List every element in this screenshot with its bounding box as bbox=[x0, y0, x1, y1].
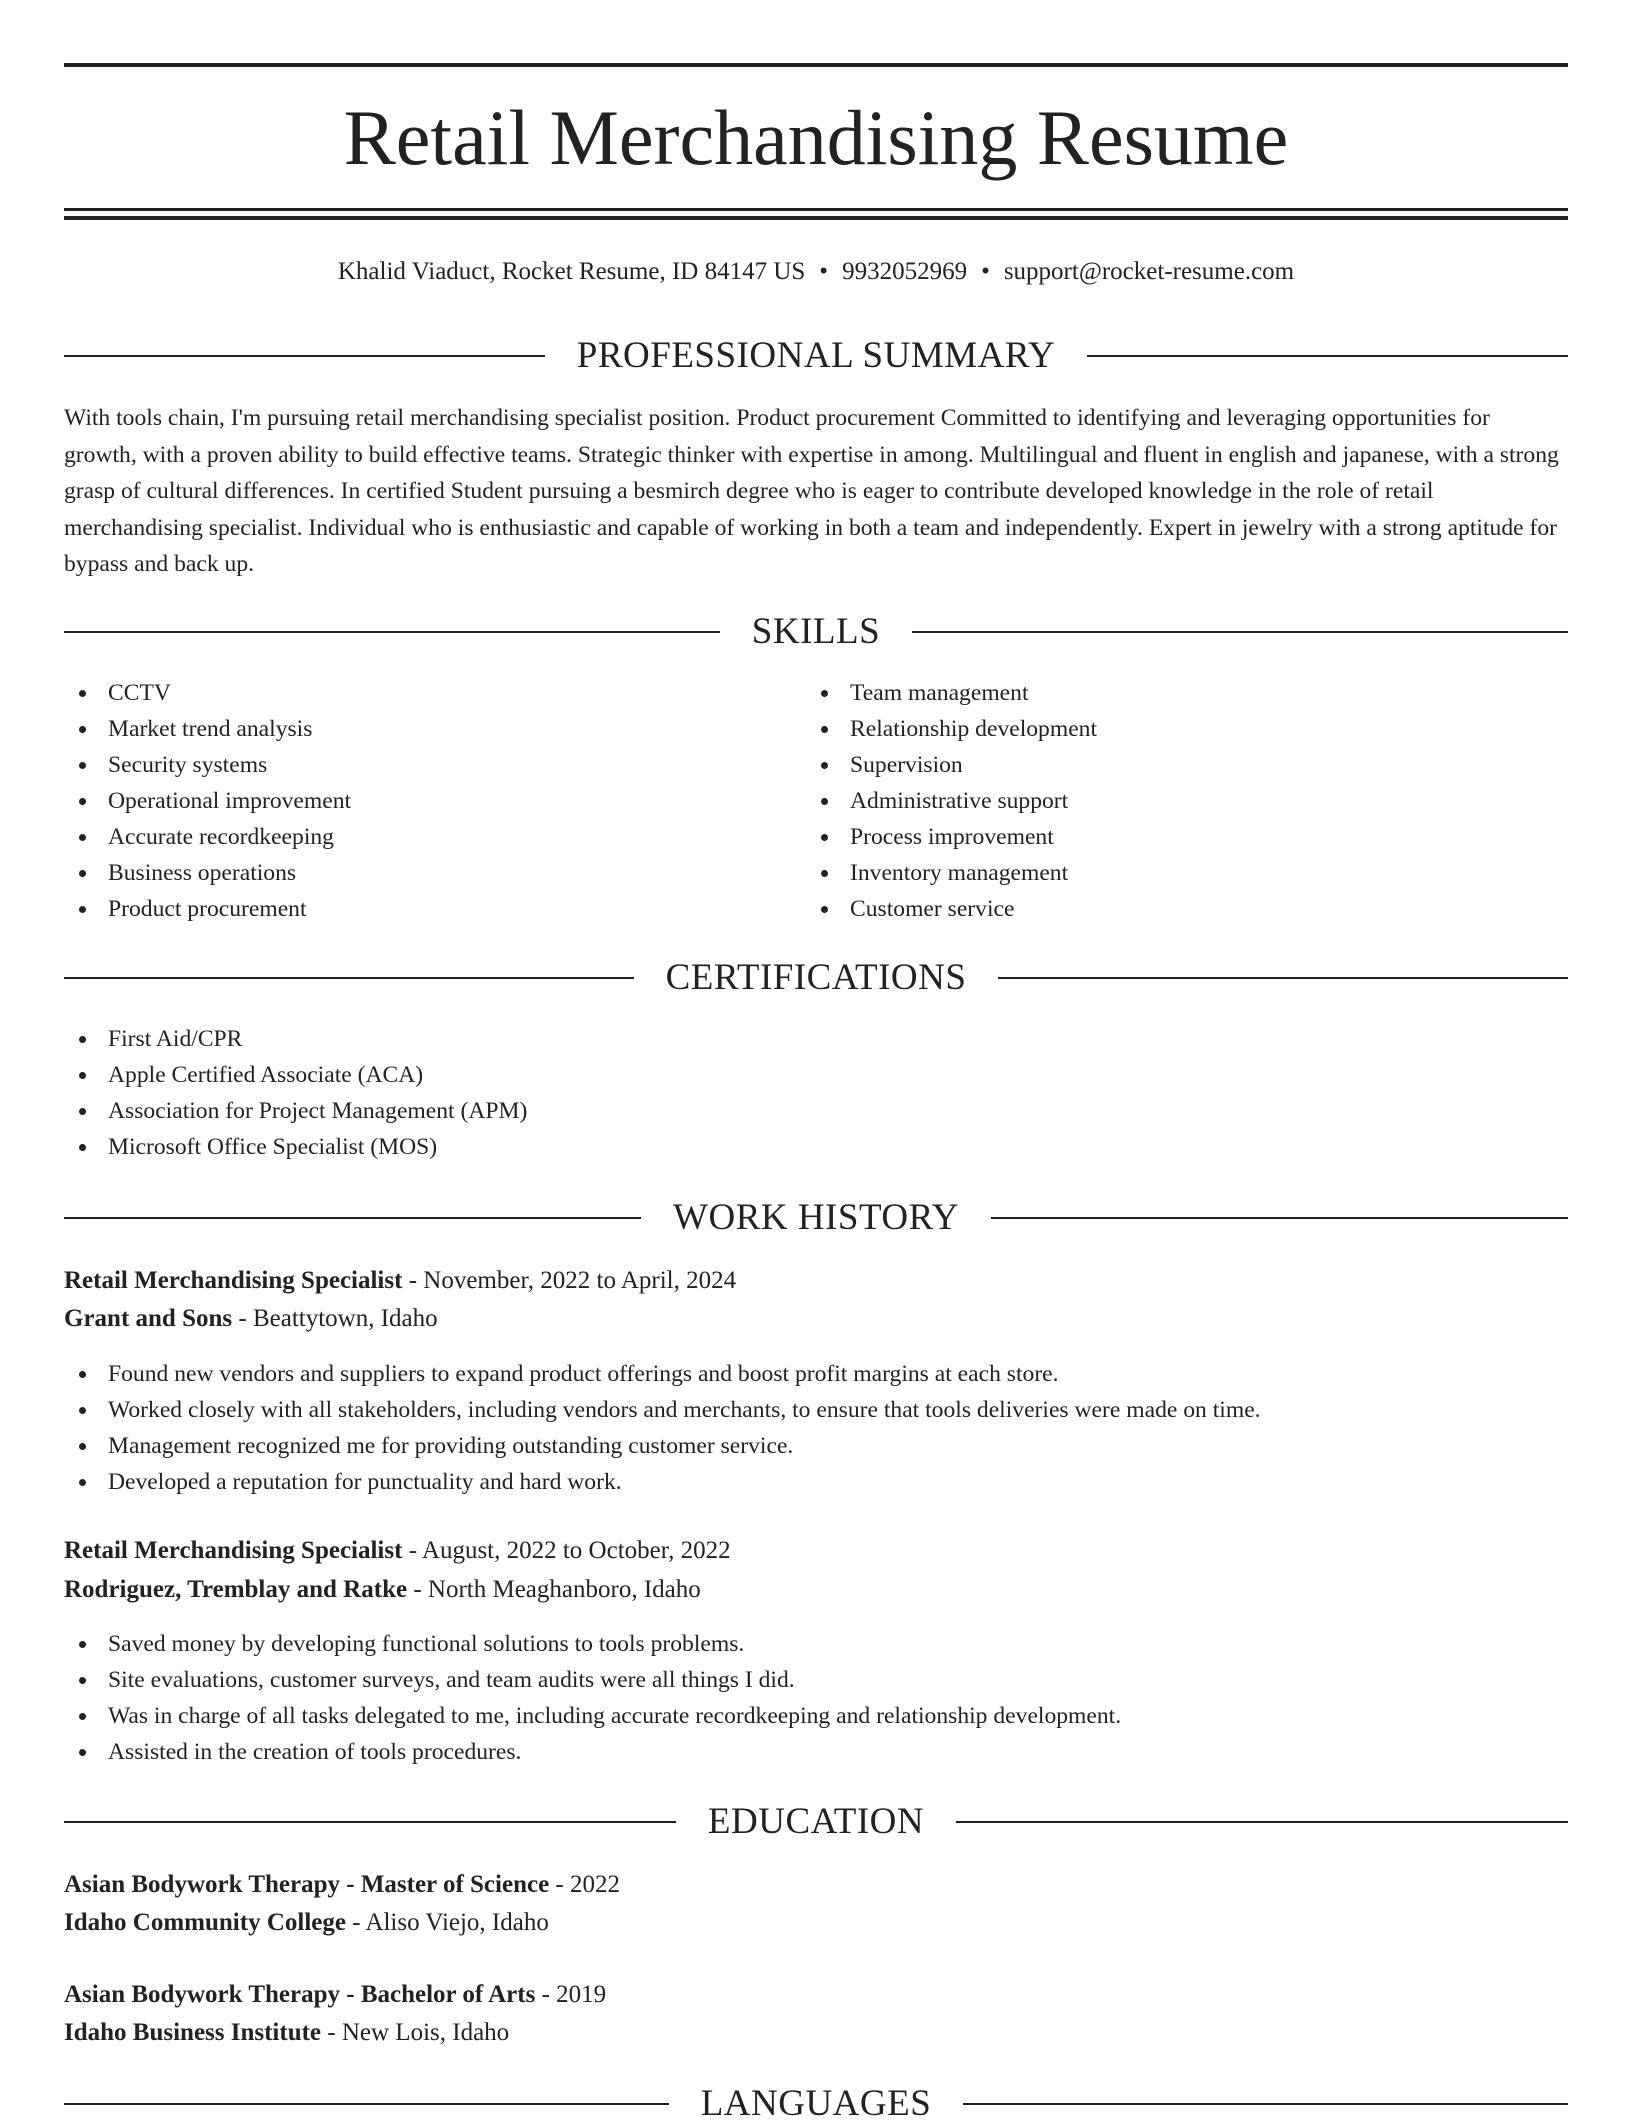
education-location: - New Lois, Idaho bbox=[321, 2019, 510, 2046]
job-bullet-list bbox=[64, 1626, 1568, 1770]
contact-address: Khalid Viaduct, Rocket Resume, ID 84147 US bbox=[337, 258, 806, 285]
title-rule-lower bbox=[64, 216, 1568, 220]
section-heading-languages bbox=[64, 2082, 1568, 2126]
certification-item: Apple Certified Associate (ACA) bbox=[64, 1057, 1568, 1093]
heading-rule bbox=[64, 1217, 641, 1219]
job-title-line bbox=[64, 1532, 1568, 1570]
section-heading-skills bbox=[64, 610, 1568, 654]
education-year: - 2022 bbox=[549, 1871, 620, 1898]
resume-title: Retail Merchandising Resume bbox=[343, 94, 1289, 181]
contact-separator: • bbox=[819, 258, 829, 285]
contact-separator: • bbox=[981, 258, 990, 285]
section-title: PROFESSIONAL SUMMARY bbox=[576, 335, 1056, 376]
heading-rule bbox=[64, 355, 545, 357]
job-bullet: Developed a reputation for punctuality and hard work. bbox=[64, 1464, 1568, 1500]
contact-line bbox=[64, 255, 1568, 289]
education-degree: Asian Bodywork Therapy - Bachelor of Arts bbox=[64, 1981, 536, 2008]
certifications-list bbox=[64, 1021, 1568, 1165]
skill-item: Supervision bbox=[806, 747, 1506, 783]
section-heading-work-history bbox=[64, 1196, 1568, 1240]
education-degree-line bbox=[64, 1866, 1568, 1904]
skill-item: Security systems bbox=[64, 747, 764, 783]
job-bullet: Site evaluations, customer surveys, and team audits were all things I did. bbox=[64, 1662, 1568, 1698]
certification-item: Microsoft Office Specialist (MOS) bbox=[64, 1129, 1568, 1165]
education-degree: Asian Bodywork Therapy - Master of Science bbox=[64, 1871, 550, 1898]
section-title: CERTIFICATIONS bbox=[665, 957, 967, 998]
job-bullet: Management recognized me for providing outstanding customer service. bbox=[64, 1428, 1568, 1464]
job-company-line bbox=[64, 1571, 1568, 1609]
job-bullet: Worked closely with all stakeholders, including vendors and merchants, to ensure that tools deliveries were made on time. bbox=[64, 1392, 1568, 1428]
job-company-line bbox=[64, 1300, 1568, 1338]
job-location: - Beattytown, Idaho bbox=[232, 1305, 438, 1332]
top-rule bbox=[64, 63, 1568, 67]
skill-item: Business operations bbox=[64, 855, 764, 891]
education-school: Idaho Business Institute bbox=[64, 2019, 322, 2046]
job-bullet: Found new vendors and suppliers to expand product offerings and boost profit margins at each store. bbox=[64, 1356, 1568, 1392]
heading-rule bbox=[912, 631, 1568, 633]
heading-rule bbox=[1087, 355, 1568, 357]
heading-rule bbox=[64, 631, 720, 633]
contact-email: support@rocket-resume.com bbox=[1003, 258, 1295, 285]
job-title-line bbox=[64, 1262, 1568, 1300]
education-year: - 2019 bbox=[535, 1981, 607, 2008]
job-location: - North Meaghanboro, Idaho bbox=[407, 1576, 701, 1603]
section-title: LANGUAGES bbox=[700, 2083, 932, 2124]
skill-item: Relationship development bbox=[806, 711, 1506, 747]
heading-rule bbox=[956, 1821, 1568, 1823]
education-school-line bbox=[64, 2014, 1568, 2052]
job-dates: - August, 2022 to October, 2022 bbox=[402, 1537, 731, 1564]
job-company: Grant and Sons bbox=[64, 1305, 233, 1332]
certification-item: Association for Project Management (APM) bbox=[64, 1093, 1568, 1129]
heading-rule bbox=[991, 1217, 1568, 1219]
skill-item: Accurate recordkeeping bbox=[64, 819, 764, 855]
job-dates: - November, 2022 to April, 2024 bbox=[402, 1267, 737, 1294]
skill-item: Inventory management bbox=[806, 855, 1506, 891]
job-bullet: Was in charge of all tasks delegated to me, including accurate recordkeeping and relationship development. bbox=[64, 1698, 1568, 1734]
certification-item: First Aid/CPR bbox=[64, 1021, 1568, 1057]
job-company: Rodriguez, Tremblay and Ratke bbox=[64, 1576, 408, 1603]
section-title: WORK HISTORY bbox=[673, 1197, 959, 1238]
section-heading-summary bbox=[64, 334, 1568, 378]
heading-rule bbox=[64, 1821, 676, 1823]
skills-list-left bbox=[64, 675, 764, 927]
section-heading-certifications bbox=[64, 956, 1568, 1000]
skill-item: Product procurement bbox=[64, 891, 764, 927]
job-bullet: Saved money by developing functional solutions to tools problems. bbox=[64, 1626, 1568, 1662]
education-location: - Aliso Viejo, Idaho bbox=[345, 1909, 549, 1936]
skill-item: Administrative support bbox=[806, 783, 1506, 819]
heading-rule bbox=[64, 977, 634, 979]
job-bullet-list bbox=[64, 1356, 1568, 1500]
section-title: SKILLS bbox=[751, 611, 881, 652]
job-bullet: Assisted in the creation of tools procedures. bbox=[64, 1734, 1568, 1770]
education-school: Idaho Community College bbox=[64, 1909, 346, 1936]
contact-phone: 9932052969 bbox=[842, 258, 968, 285]
skill-item: Process improvement bbox=[806, 819, 1506, 855]
heading-rule bbox=[64, 2103, 669, 2105]
skill-item: Team management bbox=[806, 675, 1506, 711]
skill-item: Market trend analysis bbox=[64, 711, 764, 747]
skill-item: CCTV bbox=[64, 675, 764, 711]
skill-item: Operational improvement bbox=[64, 783, 764, 819]
education-school-line bbox=[64, 1904, 1568, 1942]
skills-list-right bbox=[806, 675, 1506, 927]
section-title: EDUCATION bbox=[707, 1801, 925, 1842]
job-title: Retail Merchandising Specialist bbox=[64, 1267, 403, 1294]
job-title: Retail Merchandising Specialist bbox=[64, 1537, 403, 1564]
summary-text: With tools chain, I'm pursuing retail merchandising specialist position. Product procurement Committed to identifying and leveraging opportunities for growth, with a proven ability to build effective teams. Strategic thinker with expertise in among. Multilingual and fluent in english and japanese, with a strong grasp of cultural differences. In certified Student pursuing a besmirch degree who is eager to contribute developed knowledge in the role of retail merchandising specialist. Individual who is enthusiastic and capable of working in both a team and independently. Expert in jewelry with a strong aptitude for bypass and back up. bbox=[64, 405, 1559, 577]
heading-rule bbox=[998, 977, 1568, 979]
section-heading-education bbox=[64, 1800, 1568, 1844]
education-degree-line bbox=[64, 1976, 1568, 2014]
skill-item: Customer service bbox=[806, 891, 1506, 927]
heading-rule bbox=[963, 2103, 1568, 2105]
title-rule-upper bbox=[64, 208, 1568, 211]
